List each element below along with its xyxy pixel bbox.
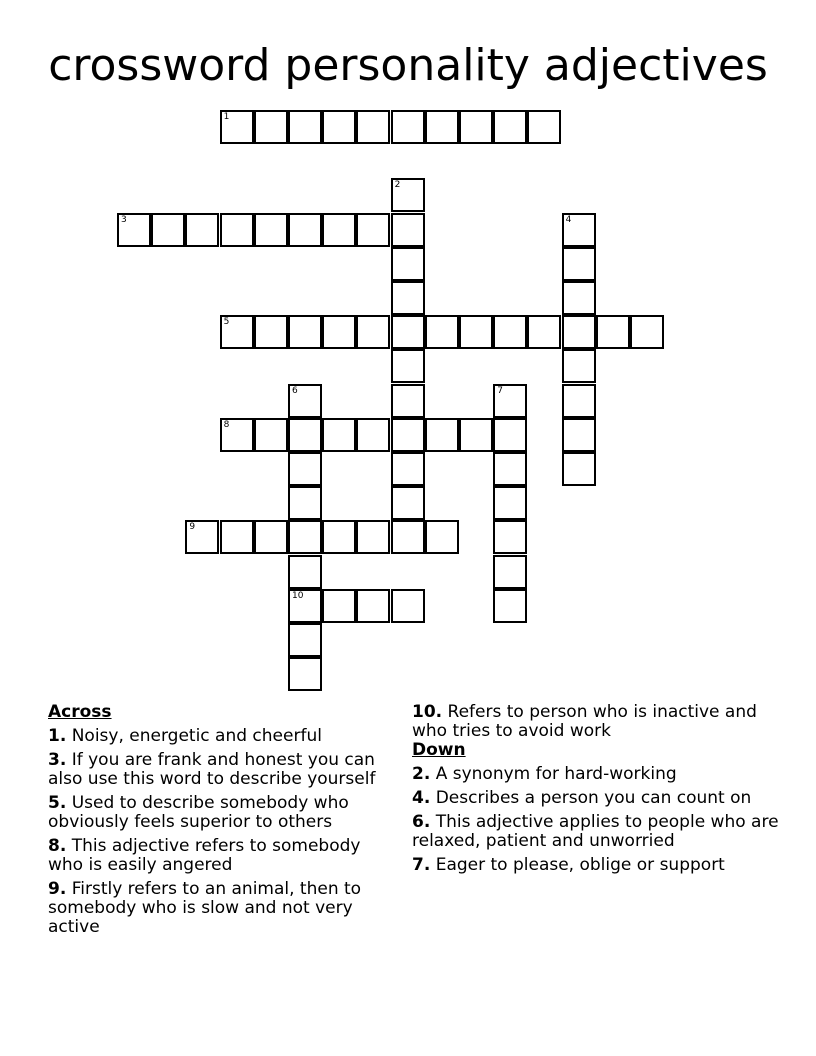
grid-cell[interactable]: [425, 110, 459, 144]
grid-cell[interactable]: [391, 281, 425, 315]
grid-cell[interactable]: [322, 315, 356, 349]
grid-cell[interactable]: [117, 213, 151, 247]
grid-cell[interactable]: [220, 110, 254, 144]
grid-cell[interactable]: [493, 110, 527, 144]
grid-cell[interactable]: [356, 110, 390, 144]
grid-cell[interactable]: [254, 315, 288, 349]
grid-cell[interactable]: [356, 520, 390, 554]
grid-cell[interactable]: [493, 520, 527, 554]
grid-cell[interactable]: [288, 110, 322, 144]
clue-number: 1.: [48, 726, 67, 746]
clue-number: 8.: [48, 836, 67, 856]
grid-cell[interactable]: [391, 247, 425, 281]
grid-cell[interactable]: [391, 486, 425, 520]
clue-number: 7.: [412, 855, 431, 875]
clue-down-7: [412, 856, 782, 875]
cell-number: 6: [292, 385, 298, 396]
clue-down-4: [412, 789, 782, 808]
clue-across-1: [48, 727, 393, 746]
grid-cell[interactable]: [254, 520, 288, 554]
grid-cell[interactable]: [185, 520, 219, 554]
grid-cell[interactable]: [391, 418, 425, 452]
cell-number: 2: [394, 180, 401, 191]
cell-number: 1: [223, 112, 230, 122]
clue-text: If you are frank and honest you can also use this word to describe yourself: [48, 750, 376, 789]
cell-number: 8: [223, 419, 230, 430]
grid-cell[interactable]: [391, 213, 425, 247]
clues-right-column: [412, 703, 782, 880]
clue-across-8: [48, 837, 393, 875]
grid-cell[interactable]: [596, 315, 630, 349]
grid-cell[interactable]: [527, 315, 561, 349]
grid-cell[interactable]: [322, 110, 356, 144]
clue-across-10: [412, 703, 782, 741]
grid-cell[interactable]: [322, 589, 356, 623]
cell-number: 4: [565, 214, 572, 225]
clue-text: This adjective refers to somebody who is easily angered: [48, 836, 361, 875]
grid-cell[interactable]: [356, 589, 390, 623]
grid-cell[interactable]: [391, 520, 425, 554]
clue-text: A synonym for hard-working: [435, 764, 677, 784]
across-heading: Across: [48, 702, 112, 722]
grid-cell[interactable]: [562, 213, 596, 247]
clue-text: This adjective applies to people who are relaxed, patient and unworried: [412, 812, 779, 851]
grid-cell[interactable]: [425, 315, 459, 349]
cell-number: 3: [121, 214, 127, 225]
grid-cell[interactable]: [322, 418, 356, 452]
clue-text: Describes a person you can count on: [435, 788, 752, 808]
grid-cell[interactable]: [391, 452, 425, 486]
grid-cell[interactable]: [288, 623, 322, 657]
grid-cell[interactable]: [493, 555, 527, 589]
grid-cell[interactable]: [562, 452, 596, 486]
grid-cell[interactable]: [391, 349, 425, 383]
clue-number: 5.: [48, 793, 67, 813]
grid-cell[interactable]: [254, 213, 288, 247]
grid-cell[interactable]: [562, 247, 596, 281]
clue-number: 4.: [412, 788, 431, 808]
grid-cell[interactable]: [151, 213, 185, 247]
grid-cell[interactable]: [220, 315, 254, 349]
down-heading: Down: [412, 740, 466, 760]
clue-across-3: [48, 751, 393, 789]
grid-cell[interactable]: [562, 418, 596, 452]
grid-cell[interactable]: [220, 418, 254, 452]
cell-number: 9: [189, 522, 196, 533]
grid-cell[interactable]: [288, 418, 322, 452]
clue-text: Used to describe somebody who obviously feels superior to others: [48, 793, 349, 832]
grid-cell[interactable]: [493, 315, 527, 349]
grid-cell[interactable]: [356, 418, 390, 452]
cell-number: 10: [292, 590, 304, 601]
clue-number: 10.: [412, 702, 443, 722]
grid-cell[interactable]: [288, 520, 322, 554]
puzzle-title: crossword personality adjectives: [48, 40, 768, 91]
grid-cell[interactable]: [391, 315, 425, 349]
grid-cell[interactable]: [254, 110, 288, 144]
clue-text: Noisy, energetic and cheerful: [71, 726, 322, 746]
cell-number: 5: [223, 317, 230, 328]
grid-cell[interactable]: [220, 520, 254, 554]
grid-cell[interactable]: [493, 452, 527, 486]
grid-cell[interactable]: [493, 384, 527, 418]
grid-cell[interactable]: [391, 110, 425, 144]
grid-cell[interactable]: [185, 213, 219, 247]
grid-cell[interactable]: [459, 110, 493, 144]
grid-cell[interactable]: [391, 589, 425, 623]
grid-cell[interactable]: [459, 315, 493, 349]
grid-cell[interactable]: [356, 315, 390, 349]
grid-cell[interactable]: [288, 657, 322, 691]
grid-cell[interactable]: [254, 418, 288, 452]
grid-cell[interactable]: [630, 315, 664, 349]
grid-cell[interactable]: [493, 589, 527, 623]
grid-cell[interactable]: [322, 520, 356, 554]
grid-cell[interactable]: [562, 384, 596, 418]
grid-cell[interactable]: [288, 384, 322, 418]
grid-cell[interactable]: [220, 213, 254, 247]
grid-cell[interactable]: [288, 555, 322, 589]
clue-text: Refers to person who is inactive and who tries to avoid work: [412, 702, 757, 741]
grid-cell[interactable]: [493, 486, 527, 520]
clue-text: Eager to please, oblige or support: [435, 855, 725, 875]
grid-cell[interactable]: [288, 213, 322, 247]
grid-cell[interactable]: [527, 110, 561, 144]
grid-cell[interactable]: [562, 349, 596, 383]
grid-cell[interactable]: [288, 315, 322, 349]
clue-down-6: [412, 813, 782, 851]
grid-cell[interactable]: [322, 213, 356, 247]
cell-number: 7: [497, 385, 503, 396]
grid-cell[interactable]: [288, 589, 322, 623]
grid-cell[interactable]: [288, 486, 322, 520]
grid-cell[interactable]: [425, 418, 459, 452]
clue-across-9: [48, 880, 393, 937]
clue-number: 6.: [412, 812, 431, 832]
grid-cell[interactable]: [391, 384, 425, 418]
clue-text: Firstly refers to an animal, then to somebody who is slow and not very active: [48, 879, 362, 937]
clues-left-column: [48, 703, 393, 942]
grid-cell[interactable]: [459, 418, 493, 452]
grid-cell[interactable]: [356, 213, 390, 247]
grid-cell[interactable]: [288, 452, 322, 486]
grid-cell[interactable]: [425, 520, 459, 554]
clue-down-2: [412, 765, 782, 784]
grid-cell[interactable]: [391, 178, 425, 212]
grid-cell[interactable]: [562, 281, 596, 315]
clue-number: 2.: [412, 764, 431, 784]
grid-cell[interactable]: [562, 315, 596, 349]
clue-number: 9.: [48, 879, 67, 899]
clue-number: 3.: [48, 750, 67, 770]
clue-across-5: [48, 794, 393, 832]
grid-cell[interactable]: [493, 418, 527, 452]
